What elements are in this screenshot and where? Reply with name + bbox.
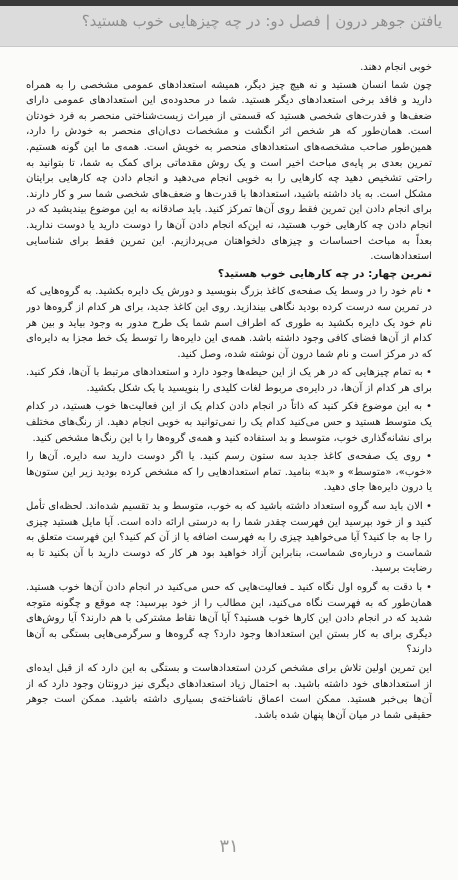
bullet-item: • به تمام چیزهایی که در هر یک از این حیطه‌ها وجود دارد و استعدادهای مرتبط با آن‌ها، فکر کنید. برای هر کدام از آن‌ها، در دایره‌ی مربوط لغات کلیدی را بنویسید یا یک شکل بکشید. <box>26 367 432 394</box>
bullet-item: • روی یک صفحه‌ی کاغذ جدید سه ستون رسم کنید. یا اگر دوست دارید سه دایره. آن‌ها را «خوب»، «متوسط» و «بد» بنامید. تمام استعدادهایی را که مشخص کرده بودید زیر این ستون‌ها یا درون دایره‌ها جای دهید. <box>26 451 432 494</box>
bullet-item: • به این موضوع فکر کنید که ذاتاً در انجام دادن کدام یک از این فعالیت‌ها خوب هستید، در کدام یک متوسط هستید و حس می‌کنید کدام یک را نمی‌توانید به خوبی انجام دهید. از رنگ‌های مختلف برای نشانه‌گذاری خوب، متوسط و بد استفاده کنید و همه‌ی گروه‌ها را با این رنگ‌ها مشخص کنید. <box>26 401 432 444</box>
bullet-item: • الان باید سه گروه استعداد داشته باشید که به خوب، متوسط و بد تقسیم شده‌اند. لحظه‌ای تأمل کنید و از خود بپرسید این فهرست چقدر شما را به درستی ارائه داده است. آیا مایل هستید چیزی را جا به جا کنید؟ آیا می‌خواهید چیزی را به فهرست اضافه یا از آن کم کنید؟ این فهرست متعلق به شماست و درباره‌ی شماست، بنابراین آزاد خواهید بود هر کار که دوست دارید با آن بکنید تا به رضایت برسید. <box>26 501 432 575</box>
page-number: ۳۱ <box>219 836 239 857</box>
bullet-item: • نام خود را در وسط یک صفحه‌ی کاغذ بزرگ بنویسید و دورش یک دایره بکشید. به گروه‌هایی که در تمرین سه درست کرده بودید نگاهی بیندازید. روی این کاغذ جدید، برای هر کدام از گروه‌ها دور نام خود یک دایره بکشید به طوری که اطراف اسم شما یک طرح مدور به وجود بیاید و بین هر کدام از آن‌ها فضای کافی وجود داشته باشد. همه‌ی این دایره‌ها را توسط یک خط مجزا به دایره‌ای که در مرکز است و نام شما درون آن نوشته شده، وصل کنید. <box>26 286 432 360</box>
page-body <box>26 60 432 820</box>
reader-header <box>0 6 458 47</box>
exercise-heading: تمرین چهار: در چه کارهایی خوب هستید؟ <box>217 267 432 280</box>
closing-paragraph: این تمرین اولین تلاش برای مشخص کردن استعدادهاست و بستگی به این دارد که از قبل ایده‌ای از استعدادهای خود داشته باشید. به احتمال زیاد استعدادهای دیگری نیز درونتان وجود دارد که از آن‌ها بی‌خبر هستید. ممکن است اعماق ناشناخته‌ی بسیاری داشته باشید. ممکن است جوهر حقیقی شما در میان آن‌ها پنهان شده باشد. <box>26 662 432 721</box>
paragraph: چون شما انسان هستید و نه هیچ چیز دیگر، همیشه استعدادهای عمومی مشخصی را به همراه دارید و فاقد برخی استعدادهای دیگر هستید. شما در محدوده‌ی این استعدادهای عمومی دارای ضعف‌ها و قدرت‌های شخصی هستید که قسمتی از میراث زیست‌شناختی منحصر به فرد خودتان است. همان‌طور که هر شخص اثر انگشت و مشخصات دی‌ان‌ای منحصر به خودش را دارد، همین‌طور صاحب مشخصه‌های استعدادهای منحصر به خویش است. همه‌ی ما این گونه هستیم. تمرین بعدی بر پایه‌ی مباحث اخیر است و یک روش مقدماتی برای کمک به شما، تا بتوانید به راحتی تشخیص دهید چه کارهایی را به خوبی انجام می‌دهید و انجام دادن چه کارهایی برایتان مشکل است. به یاد داشته باشید، استعدادها با قدرت‌ها و ضعف‌های شخصی شما سر و کار دارند. برای انجام دادن این تمرین فقط روی آن‌ها تمرکز کنید. باید صادقانه به این موضوع بیندیشید که در انجام دادن چه کارهایی خوب هستید، نه این‌که انجام دادن آن‌ها را دوست دارید یا دوست ندارید. بعداً به مباحث احساسات و چیزهای دلخواهتان می‌پردازیم. این تمرین فقط برای شناسایی استعدادهاست. <box>26 79 432 263</box>
chapter-title: یافتن جوهر درون | فصل دو: در چه چیزهایی خوب هستید؟ <box>81 12 442 30</box>
paragraph: خوبی انجام دهند. <box>360 62 432 73</box>
bullet-item: • با دقت به گروه اول نگاه کنید ـ فعالیت‌هایی که حس می‌کنید در انجام دادن آن‌ها خوب هستید. همان‌طور که به فهرست نگاه می‌کنید، این مطالب را از خود بپرسید: چه موقع و چگونه متوجه شدید که در انجام دادن این کارها خوب هستید؟ آیا آن‌ها نقاط مشترکی با هم دارند؟ آیا روش‌های دیگری برای به کار بستن این استعدادها وجود دارد؟ چه گروه‌ها و سرگرمی‌هایی بستگی به آن‌ها دارند؟ <box>26 582 432 656</box>
